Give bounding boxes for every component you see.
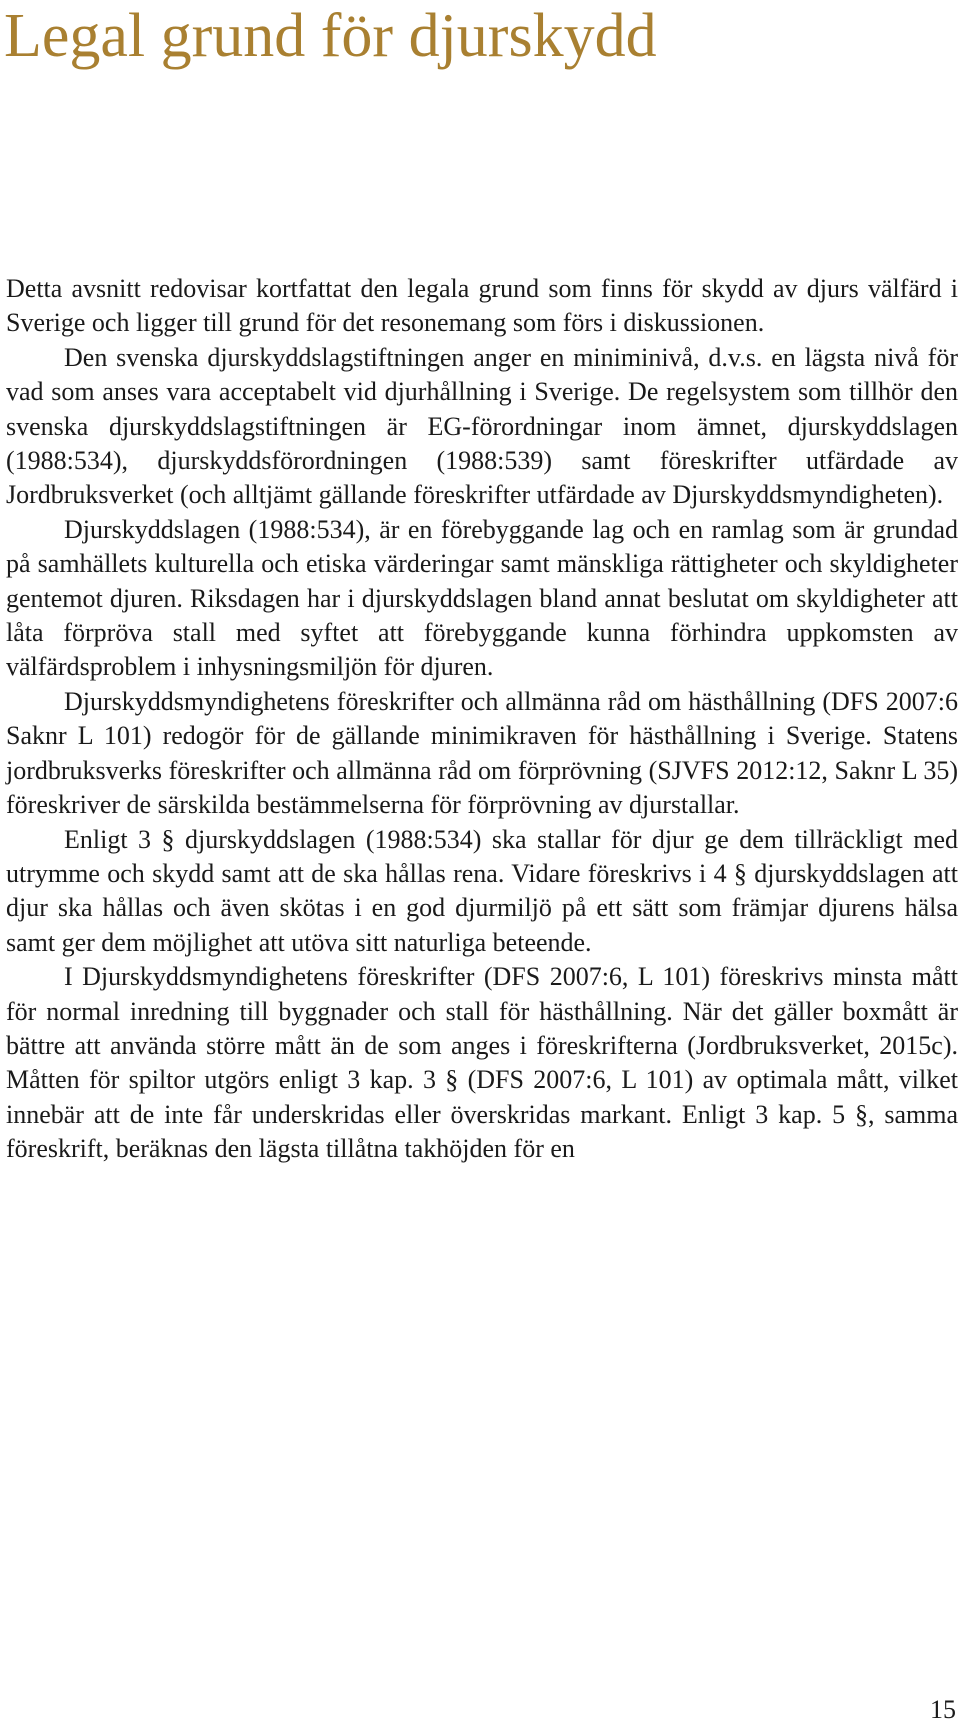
- page-title: Legal grund för djurskydd: [4, 2, 657, 70]
- paragraph-intro: Detta avsnitt redovisar kortfattat den legala grund som finns för skydd av djurs välfärd i Sverige och ligger till grund för det resonemang som förs i diskussionen.: [6, 274, 958, 338]
- paragraph-legislation-overview: Den svenska djurskyddslagstiftningen anger en miniminivå, d.v.s. en lägsta nivå för vad som anses vara acceptabelt vid djurhållning i Sverige. De regelsystem som tillhör den svenska djurskyddslagstiftningen är EG-förordningar inom ämnet, djurskyddslagen (1988:534), djurskyddsförordningen (1988:539) samt föreskrifter utfärdade av Jordbruksverket (och alltjämt gällande föreskrifter utfärdade av Djurskyddsmyndigheten).: [6, 342, 958, 510]
- paragraph-minimum-dimensions: I Djurskyddsmyndighetens föreskrifter (DFS 2007:6, L 101) föreskrivs minsta mått för normal inredning till byggnader och stall för hästhållning. När det gäller boxmått är bättre att använda större mått än de som anges i föreskrifterna (Jordbruksverket, 2015c). Måtten för spiltor utgörs enligt 3 kap. 3 § (DFS 2007:6, L 101) av optimala mått, vilket innebär att de inte får underskridas eller överskridas markant. Enligt 3 kap. 5 §, samma föreskrift, beräknas den lägsta tillåtna takhöjden för en: [6, 962, 958, 1164]
- page-number: 15: [930, 1695, 956, 1724]
- paragraph-animal-welfare-act: Djurskyddslagen (1988:534), är en förebyggande lag och en ramlag som är grundad på samhällets kulturella och etiska värderingar samt mänskliga rättigheter och skyldigheter gentemot djuren. Riksdagen har i djurskyddslagen bland annat beslutat om skyldigheter att låta förpröva stall med syftet att förebyggande kunna förhindra uppkomsten av välfärdsproblem i inhysningsmiljön för djuren.: [6, 514, 958, 682]
- body-text: [6, 272, 958, 1167]
- paragraph-horse-regulations: Djurskyddsmyndighetens föreskrifter och allmänna råd om hästhållning (DFS 2007:6 Saknr L 101) redogör för de gällande minimikraven för hästhållning i Sverige. Statens jordbruksverks föreskrifter och allmänna råd om förprövning (SJVFS 2012:12, Saknr L 35) föreskriver de särskilda bestämmelserna för förprövning av djurstallar.: [6, 686, 958, 820]
- paragraph-stall-requirements: Enligt 3 § djurskyddslagen (1988:534) ska stallar för djur ge dem tillräckligt med utrymme och skydd samt att de ska hållas rena. Vidare föreskrivs i 4 § djurskyddslagen att djur ska hållas och även skötas i en god djurmiljö på ett sätt som främjar djurens hälsa samt ger dem möjlighet att utöva sitt naturliga beteende.: [6, 824, 958, 957]
